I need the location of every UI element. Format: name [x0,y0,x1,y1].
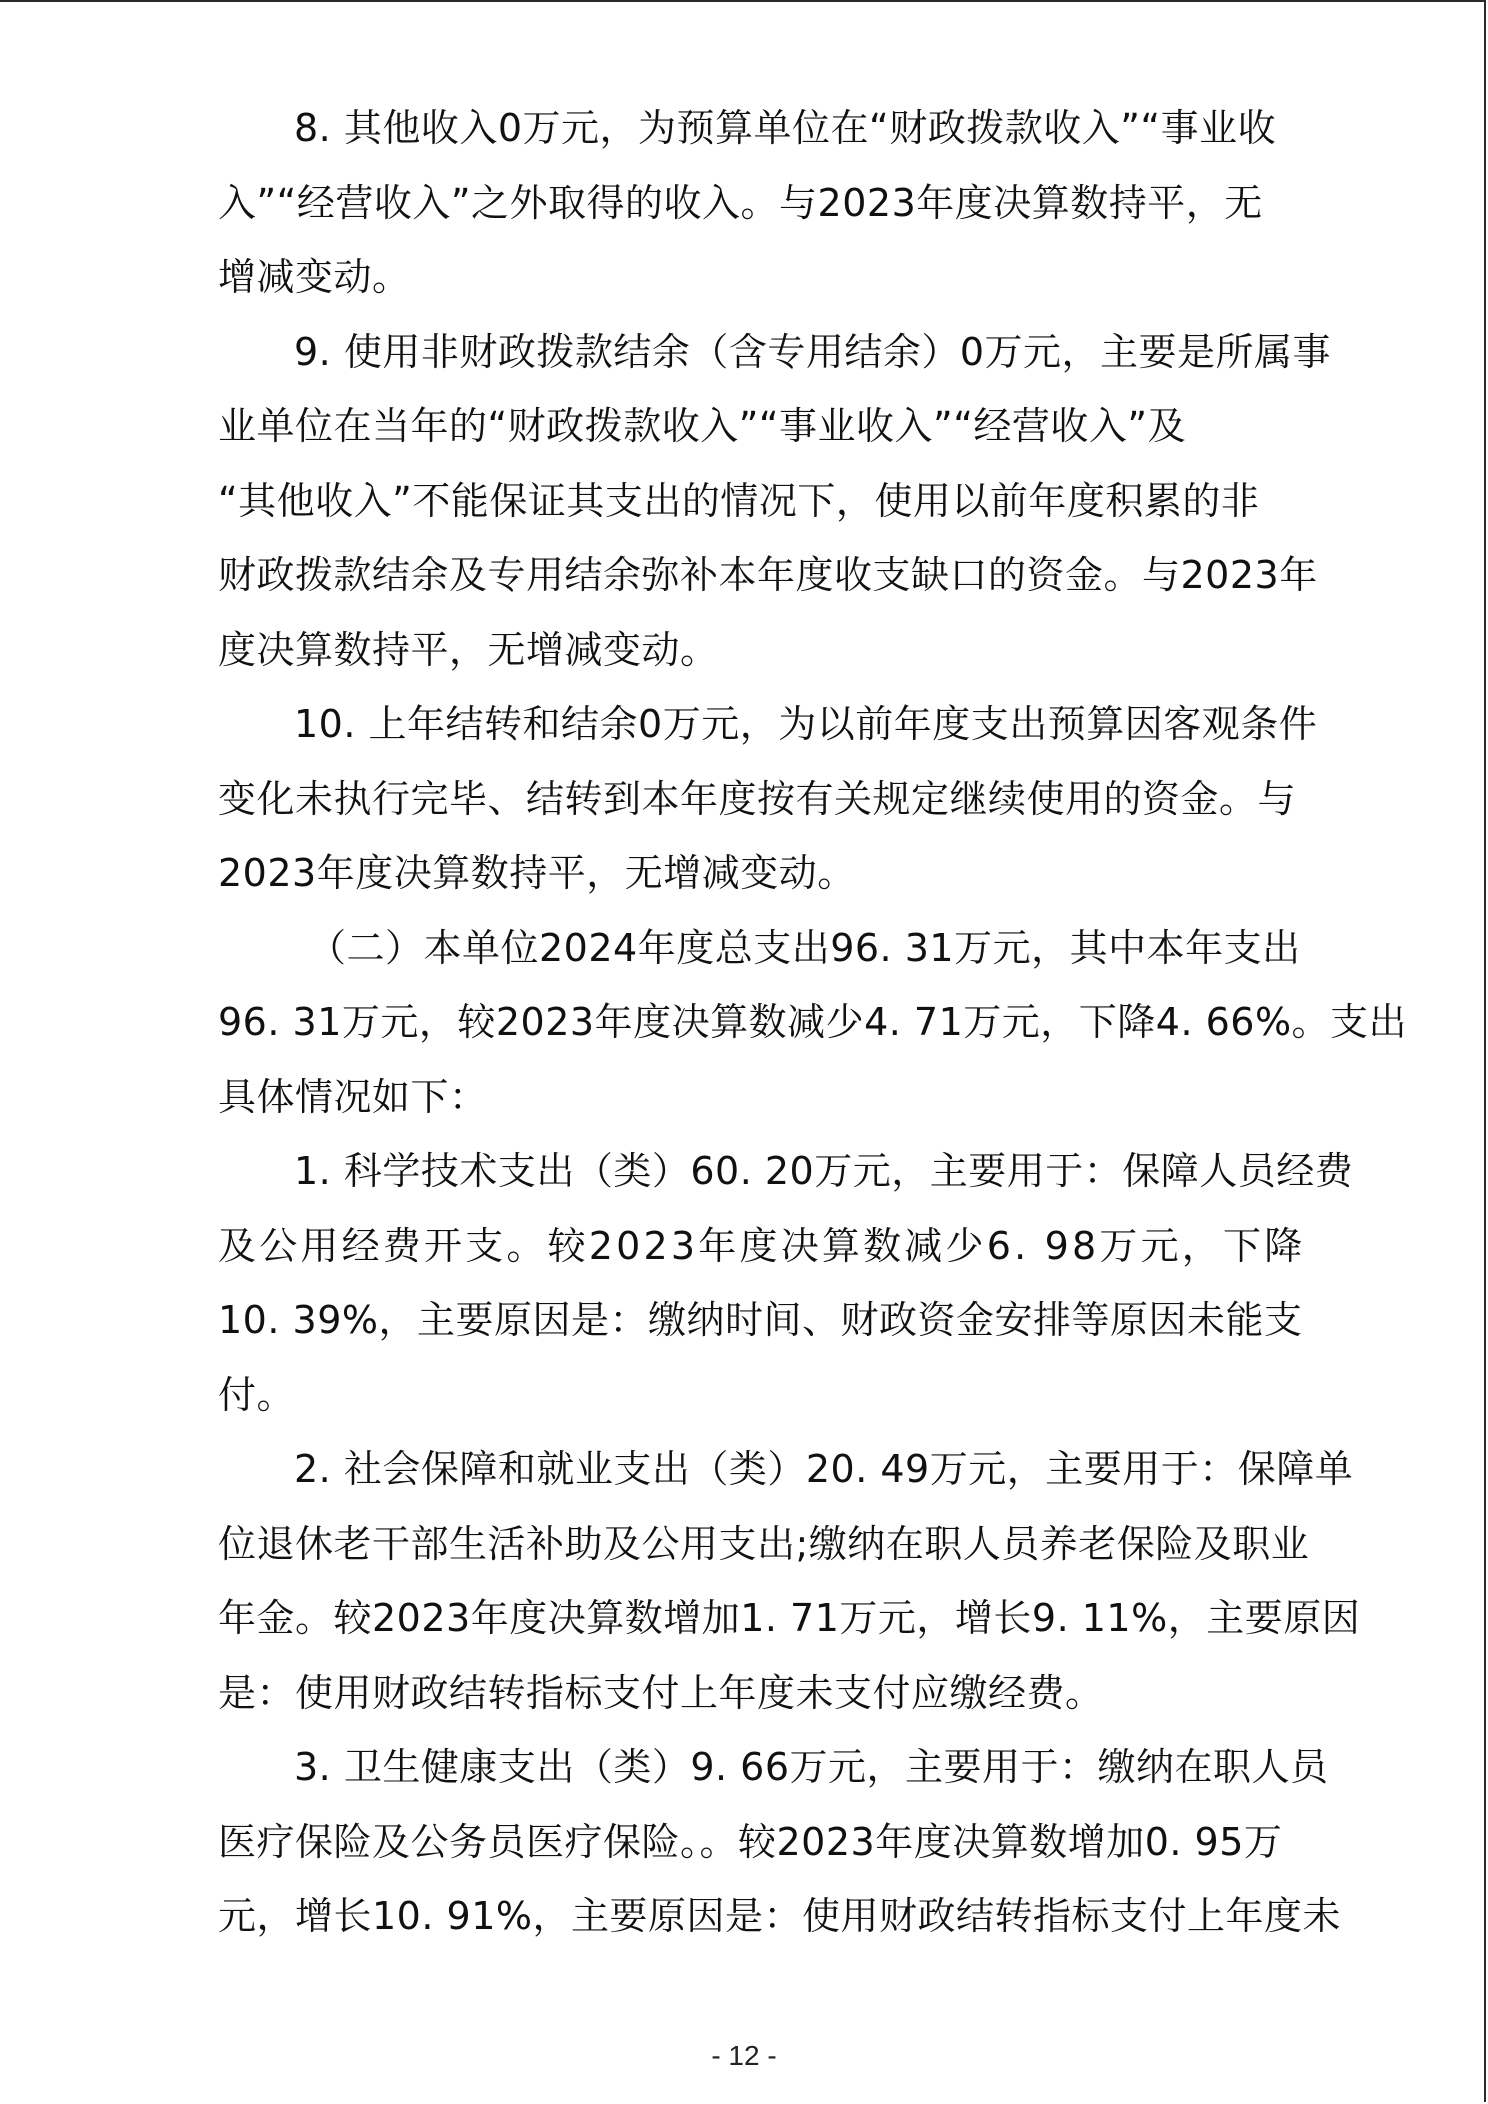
paragraph-social-security-expenditure [218,1432,1361,1730]
paragraph-health-expenditure [218,1730,1341,1954]
text-line: 是：使用财政结转指标支付上年度未支付应缴经费。 [218,1670,1104,1715]
text-line: 位退休老干部生活补助及公用支出;缴纳在职人员养老保险及职业 [218,1521,1310,1566]
text-line: 变化未执行完毕、结转到本年度按有关规定继续使用的资金。与 [218,776,1297,821]
text-line: 8. 其他收入0万元，为预算单位在“财政拨款收入”“事业收 [294,106,1277,150]
paragraph-other-income [218,91,1286,315]
paragraph-carryover [218,687,1318,911]
text-line: 增减变动。 [218,255,411,299]
text-line: 财政拨款结余及专用结余弥补本年度收支缺口的资金。与2023年 [218,553,1318,597]
text-line: 及公用经费开支。较2023年度决算数减少6. 98万元，下降 [218,1223,1306,1268]
text-line: 元，增长10. 91%，主要原因是：使用财政结转指标支付上年度未 [218,1894,1341,1938]
text-line: （二）本单位2024年度总支出96. 31万元，其中本年支出 [308,925,1301,970]
text-line: 入”“经营收入”之外取得的收入。与2023年度决算数持平，无 [218,180,1263,225]
text-line: 9. 使用非财政拨款结余（含专用结余）0万元，主要是所属事 [294,329,1332,374]
text-line: 具体情况如下： [218,1074,488,1119]
paragraph-total-expenditure [218,911,1408,1135]
text-line: 业单位在当年的“财政拨款收入”“事业收入”“经营收入”及 [218,404,1187,448]
text-line: 2023年度决算数持平，无增减变动。 [218,851,856,895]
text-line: 10. 上年结转和结余0万元，为以前年度支出预算因客观条件 [294,702,1318,746]
paragraph-non-fiscal-balance [218,315,1332,688]
text-line: 10. 39%，主要原因是：缴纳时间、财政资金安排等原因未能支 [218,1298,1303,1342]
document-body [218,91,1408,1954]
text-line: 1. 科学技术支出（类）60. 20万元，主要用于：保障人员经费 [294,1149,1354,1193]
text-line: 3. 卫生健康支出（类）9. 66万元，主要用于：缴纳在职人员 [294,1745,1329,1789]
paragraph-science-expenditure [218,1134,1354,1432]
page-number: - 12 - [711,2040,777,2071]
text-line: 年金。较2023年度决算数增加1. 71万元，增长9. 11%，主要原因 [218,1596,1361,1640]
text-line: “其他收入”不能保证其支出的情况下，使用以前年度积累的非 [218,478,1260,523]
text-line: 医疗保险及公务员医疗保险。。较2023年度决算数增加0. 95万 [218,1819,1283,1864]
text-line: 2. 社会保障和就业支出（类）20. 49万元，主要用于：保障单 [294,1447,1354,1491]
text-line: 度决算数持平，无增减变动。 [218,627,719,672]
text-line: 付。 [218,1372,296,1417]
text-line: 96. 31万元，较2023年度决算数减少4. 71万元，下降4. 66%。支出 [218,1000,1408,1044]
